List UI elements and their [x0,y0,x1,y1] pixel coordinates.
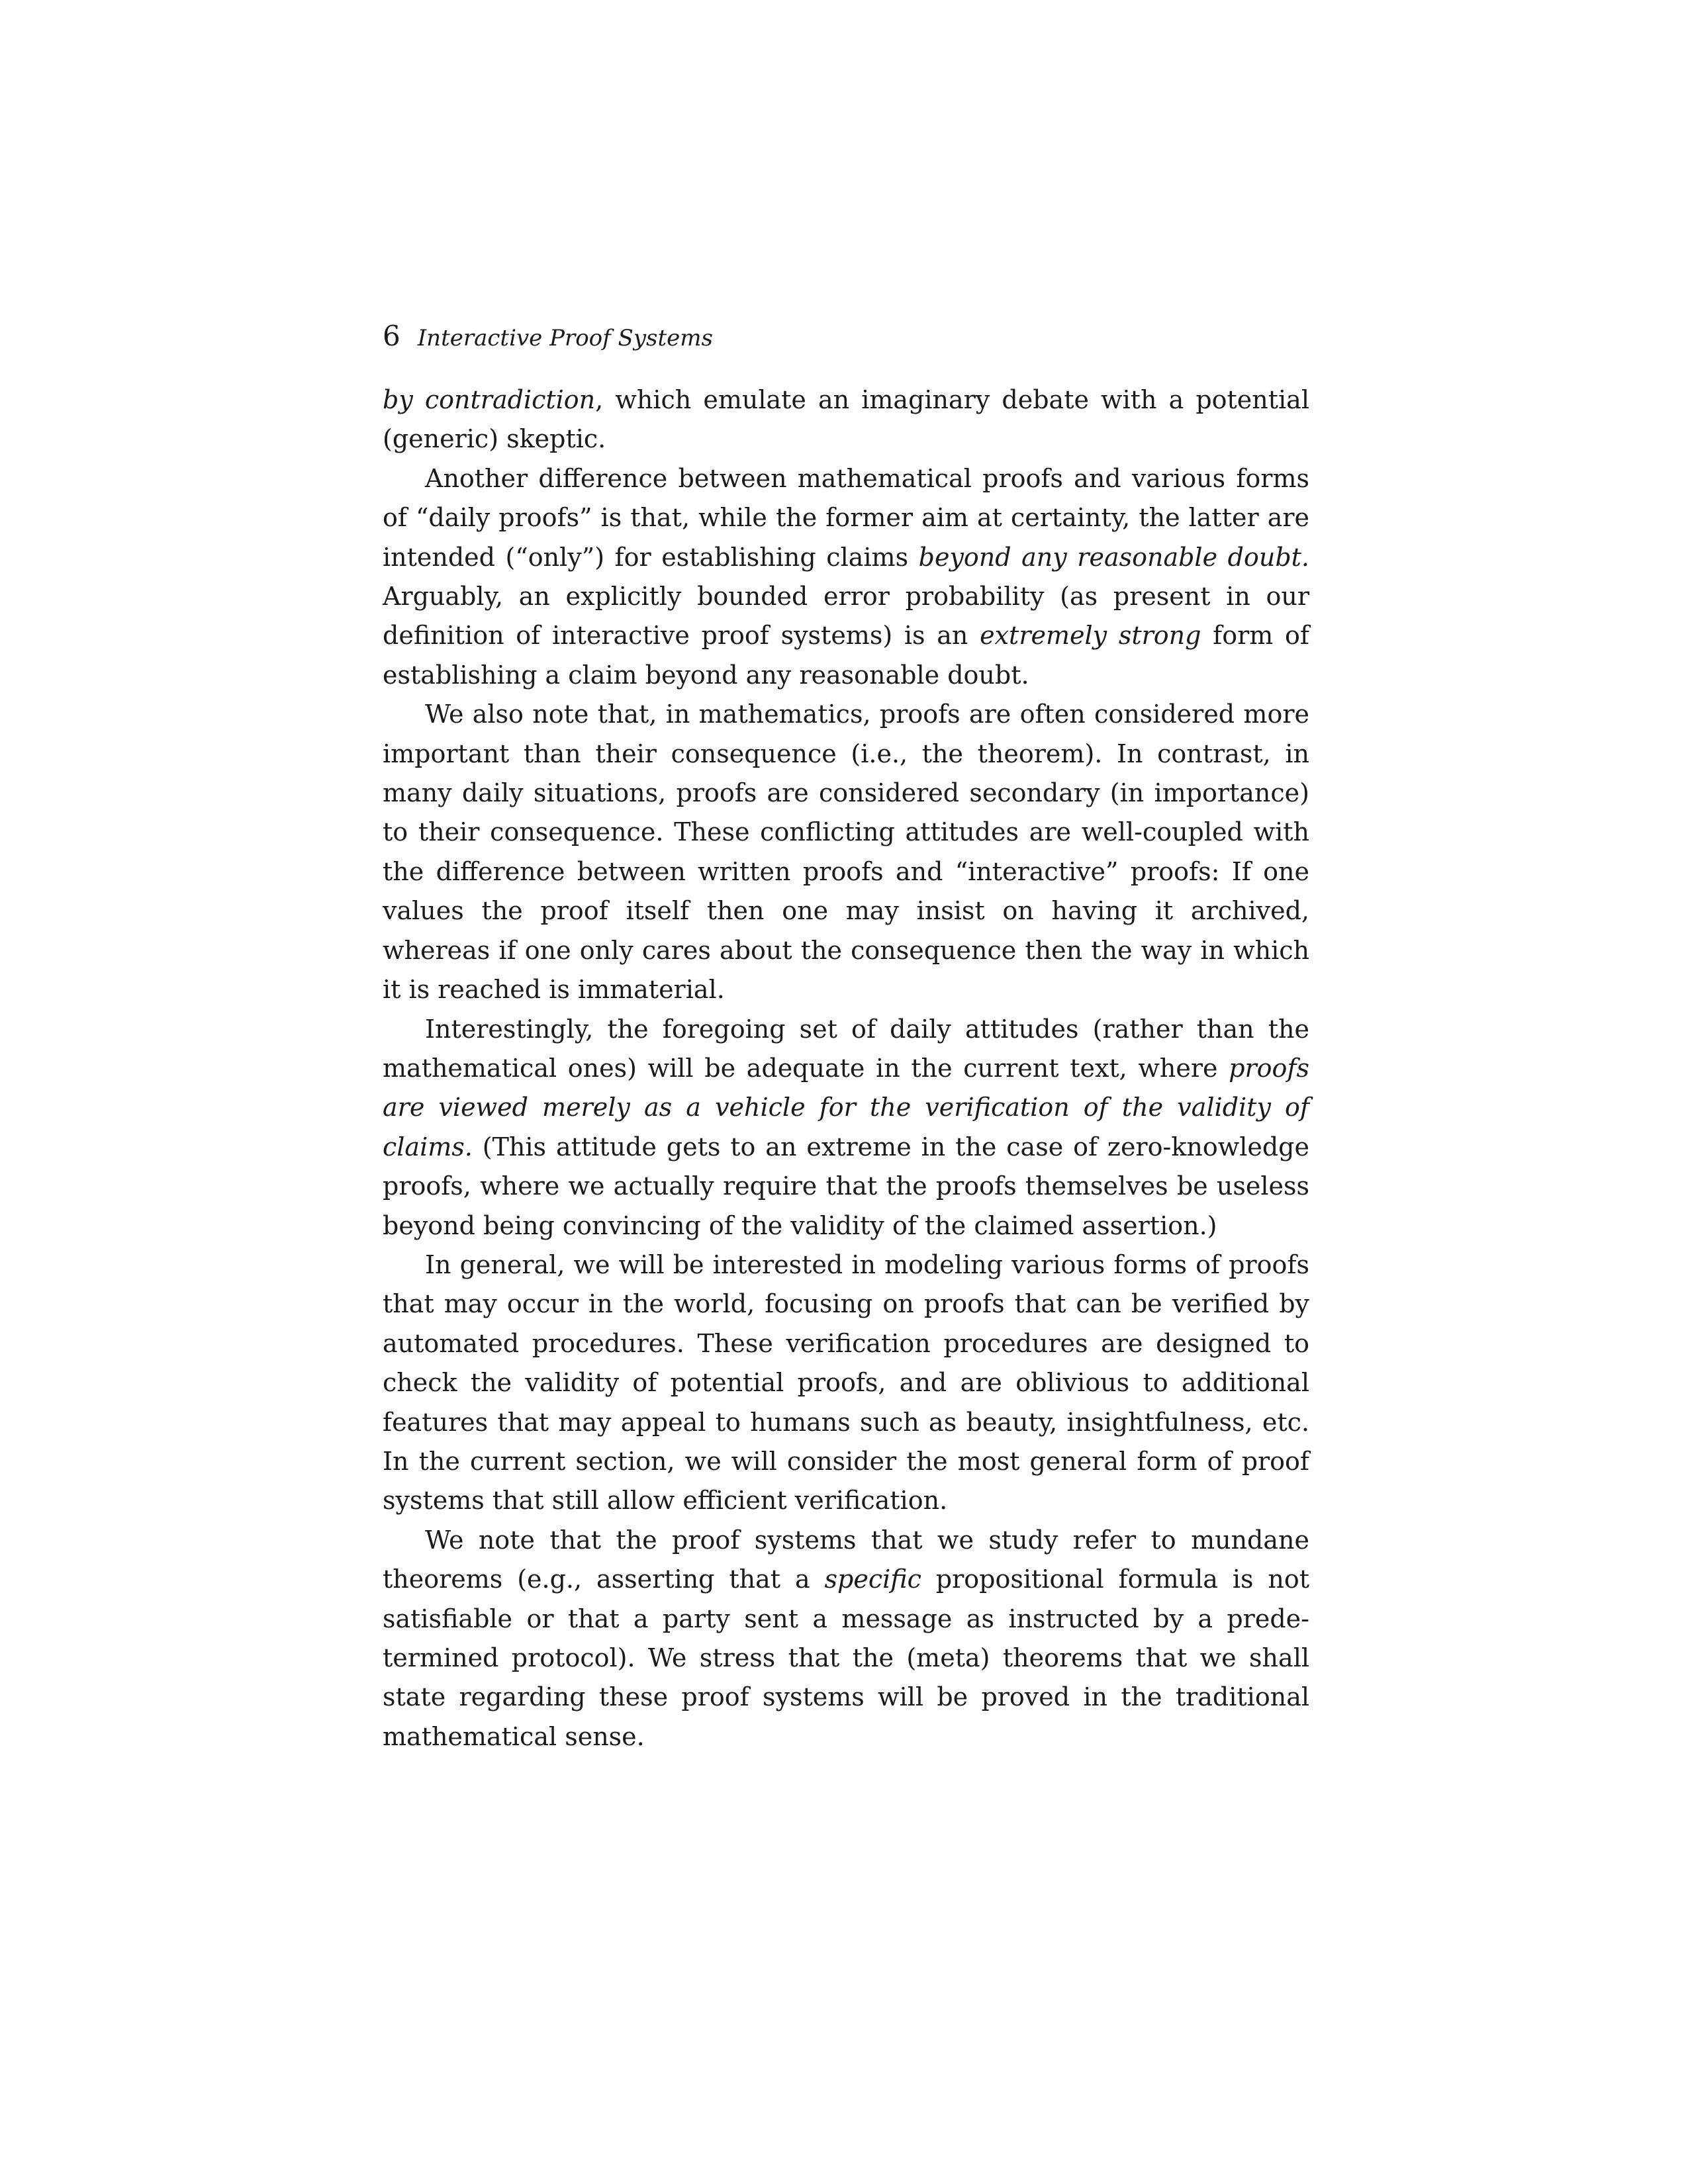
page-number: 6 [383,320,400,352]
paragraph-1 [383,381,1309,459]
paragraph-2-text-c: form of establishing a claim beyond any reasonable doubt. [383,621,1309,690]
paragraph-4-text-b: (This attitude gets to an extreme in the case of zero-knowledge proofs, where we actually require that the proofs themselves be useless beyond being convincing of the validity of the claimed assertion.) [383,1132,1309,1240]
paragraph-3 [383,695,1309,1009]
paragraph-4-text-a: Interestingly, the foregoing set of daily attitudes (rather than the mathematical ones) will be adequate in the current text, where [383,1014,1309,1083]
paragraph-2-text-a: Another difference between mathematical proofs and various forms of “daily proofs” is that, while the former aim at certainty, the latter are intended (“only”) for establishing claims [383,463,1309,572]
paragraph-6-text-b: propositional formula is not satisfiable or that a party sent a message as instructed by a predetermined protocol). We stress that the (meta) theorems that we shall state regarding these proof systems will be proved in the traditional mathematical sense. [383,1565,1309,1751]
paragraph-6 [383,1521,1309,1756]
paragraph-4 [383,1010,1309,1246]
paragraph-5 [383,1246,1309,1521]
running-head [383,316,1309,356]
paragraph-2 [383,459,1309,695]
paragraph-3-text: We also note that, in mathematics, proofs are often considered more important than their consequence (i.e., the theorem). In contrast, in many daily situations, proofs are considered secondary (in importance) to their consequence. These conflicting attitudes are well-coupled with the difference between written proofs and “interactive” proofs: If one values the proof itself then one may insist on having it archived, whereas if one only cares about the consequence then the way in which it is reached is immaterial. [383,700,1309,1005]
paragraph-1-text: , which emulate an imaginary debate with a potential (generic) skeptic. [383,385,1309,454]
paragraph-5-text: In general, we will be interested in modeling various forms of proofs that may occur in the world, focusing on proofs that can be verified by automated procedures. These verification procedures are designed to check the validity of potential proofs, and are oblivious to additional features that may appeal to humans such as beauty, insightfulness, etc. In the current section, we will consider the most general form of proof systems that still allow efficient verification. [383,1250,1309,1516]
paragraph-2-italic-phrase-b: extremely strong [980,621,1201,651]
paragraph-6-italic-word: specific [824,1565,921,1594]
paragraph-2-italic-phrase-a: beyond any reasonable doubt. [918,542,1309,572]
running-title: Interactive Proof Systems [417,325,713,351]
paragraph-4-italic-phrase: proofs are viewed merely as a vehicle for the verification of the validity of claims. [383,1053,1309,1161]
paragraph-2-text-b: Arguably, an explicitly bounded error probability (as present in our definition of interactive proof systems) is an [383,582,1309,651]
paragraph-1-italic-phrase: by contradiction [383,385,596,414]
paragraph-6-text-a: We note that the proof systems that we study refer to mundane theorems (e.g., asserting that a [383,1525,1309,1594]
body-text [383,381,1309,1756]
